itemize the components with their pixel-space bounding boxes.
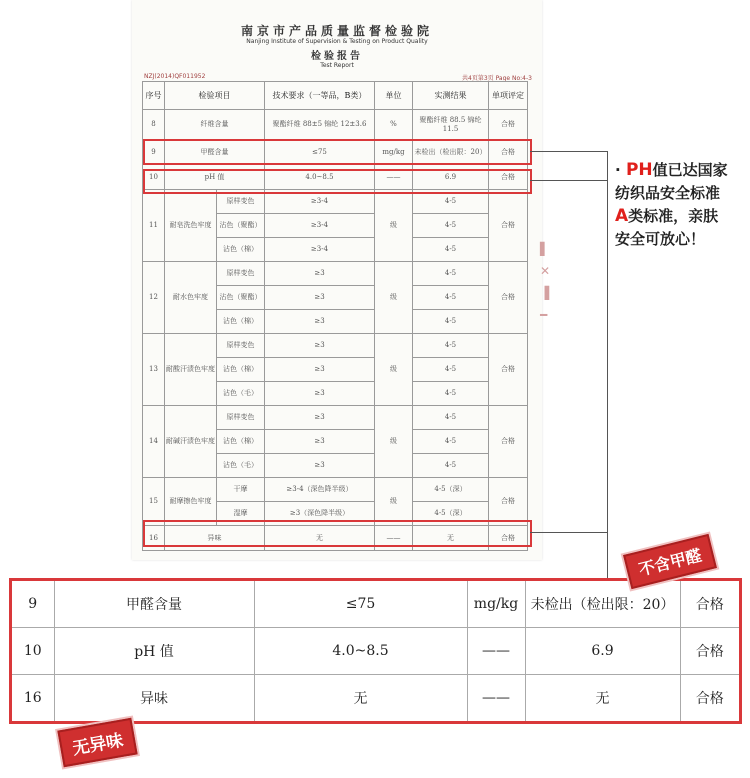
verdict-cell: 合格 (489, 262, 528, 334)
table-row (143, 110, 528, 140)
zoom-verdict-cell: 合格 (680, 581, 739, 627)
callout-ph-highlight: PH (625, 160, 653, 180)
report-title-en: Test Report (320, 62, 354, 69)
result-cell: 4-5 (413, 214, 489, 238)
row-number-cell: 11 (143, 190, 165, 262)
zoom-unit-cell: —— (467, 627, 525, 674)
verdict-cell: 合格 (489, 190, 528, 262)
row-number-cell: 10 (143, 165, 165, 190)
sub-item-cell: 沾色（毛） (217, 382, 265, 406)
requirement-cell: ≥3 (265, 262, 375, 286)
result-cell: 4-5 (413, 262, 489, 286)
result-cell: 聚酯纤维 88.5 锦纶 11.5 (413, 110, 489, 140)
sub-item-cell: 沾色（棉） (217, 430, 265, 454)
item-cell: 耐碱汗渍色牢度 (165, 406, 217, 478)
zoom-unit-cell: —— (467, 675, 525, 721)
callout-a-highlight: A (615, 206, 629, 226)
result-cell: 4-5 (413, 406, 489, 430)
result-cell: 4-5 (413, 454, 489, 478)
verdict-cell: 合格 (489, 406, 528, 478)
zoom-unit-cell: mg/kg (467, 581, 525, 627)
item-cell: pH 值 (165, 165, 265, 190)
callout-line: 纺织品安全标准 (615, 184, 721, 202)
row-number-cell: 16 (143, 526, 165, 551)
requirement-cell: ≥3 (265, 358, 375, 382)
sub-item-cell: 沾色（棉） (217, 310, 265, 334)
row-number-cell: 13 (143, 334, 165, 406)
sub-item-cell: 干摩 (217, 478, 265, 502)
requirement-cell: ≥3 (265, 406, 375, 430)
unit-cell: 级 (375, 334, 413, 406)
leader-line (530, 180, 608, 181)
sub-item-cell: 沾色（棉） (217, 358, 265, 382)
sub-item-cell: 沾色（棉） (217, 238, 265, 262)
row-number-cell: 12 (143, 262, 165, 334)
ph-callout-text (615, 159, 750, 251)
result-cell: 4-5 (413, 382, 489, 406)
zoom-no-cell: 16 (12, 675, 54, 721)
sub-item-cell: 沾色（聚酯） (217, 214, 265, 238)
requirement-cell: ≥3-4（深色降半级） (265, 478, 375, 502)
header-cell: 单项评定 (489, 82, 528, 110)
zoom-row (12, 675, 739, 721)
requirement-cell: ≥3-4 (265, 238, 375, 262)
zoom-verdict-cell: 合格 (680, 675, 739, 721)
red-seal-fragment: ▌ ✕ ▐ ━ (540, 242, 551, 322)
requirement-cell: ≥3（深色降半级） (265, 502, 375, 526)
result-cell: 4-5 (413, 430, 489, 454)
row-number-cell: 8 (143, 110, 165, 140)
row-number-cell: 9 (143, 140, 165, 165)
item-cell: 耐摩擦色牢度 (165, 478, 217, 526)
item-cell: 纤维含量 (165, 110, 265, 140)
requirement-cell: ≥3 (265, 454, 375, 478)
zoom-verdict-cell: 合格 (680, 627, 739, 674)
institute-name-cn: 南京市产品质量监督检验院 (240, 24, 433, 38)
zoom-no-cell: 10 (12, 627, 54, 674)
zoom-result-cell: 未检出（检出限：20） (525, 581, 680, 627)
result-cell: 4-5（深） (413, 478, 489, 502)
sub-item-cell: 沾色（毛） (217, 454, 265, 478)
zoom-item-cell: 甲醛含量 (54, 581, 254, 627)
row-number-cell: 14 (143, 406, 165, 478)
leader-line (607, 151, 608, 578)
callout-line: 安全可放心！ (615, 230, 706, 248)
unit-cell: 级 (375, 478, 413, 526)
sub-item-cell: 原样变色 (217, 334, 265, 358)
sub-item-cell: 原样变色 (217, 262, 265, 286)
unit-cell: % (375, 110, 413, 140)
requirement-cell: 无 (265, 526, 375, 551)
requirement-cell: ≥3 (265, 430, 375, 454)
zoom-no-cell: 9 (12, 581, 54, 627)
document-number: NZJ(2014)QF011952 (144, 73, 206, 80)
result-cell: 4-5 (413, 190, 489, 214)
item-cell: 甲醛含量 (165, 140, 265, 165)
requirement-cell: ≥3 (265, 334, 375, 358)
result-cell: 4-5 (413, 310, 489, 334)
item-cell: 耐酸汗渍色牢度 (165, 334, 217, 406)
highlight-odor-row (143, 520, 532, 547)
table-subrow (143, 262, 528, 286)
item-cell: 耐水色牢度 (165, 262, 217, 334)
zoomed-results-table (12, 581, 739, 721)
table-subrow (143, 478, 528, 502)
zoom-item-cell: pH 值 (54, 627, 254, 674)
row-number-cell: 15 (143, 478, 165, 526)
callout-line: 值已达国家 (652, 161, 728, 179)
zoom-req-cell: 无 (254, 675, 467, 721)
zoom-row (12, 627, 739, 674)
unit-cell: —— (375, 526, 413, 551)
verdict-cell: 合格 (489, 478, 528, 526)
callout-line: 类标准，亲肤 (628, 207, 719, 225)
requirement-cell: 聚酯纤维 88±5 锦纶 12±3.6 (265, 110, 375, 140)
unit-cell: mg/kg (375, 140, 413, 165)
requirement-cell: ≥3 (265, 310, 375, 334)
table-subrow (143, 406, 528, 430)
page-number: 共4页第3页 Page No:4-3 (462, 75, 532, 82)
unit-cell: 级 (375, 406, 413, 478)
requirement-cell: ≥3 (265, 382, 375, 406)
verdict-cell: 合格 (489, 334, 528, 406)
leader-line (530, 151, 608, 152)
unit-cell: —— (375, 165, 413, 190)
requirement-cell: ≤75 (265, 140, 375, 165)
item-cell: 异味 (165, 526, 265, 551)
sub-item-cell: 湿摩 (217, 502, 265, 526)
zoom-req-cell: 4.0~8.5 (254, 627, 467, 674)
result-cell: 4-5 (413, 334, 489, 358)
header-cell: 序号 (143, 82, 165, 110)
requirement-cell: ≥3-4 (265, 190, 375, 214)
no-formaldehyde-stamp: 不含甲醛 (623, 534, 717, 589)
zoom-result-cell: 无 (525, 675, 680, 721)
requirement-cell: ≥3-4 (265, 214, 375, 238)
result-cell: 无 (413, 526, 489, 551)
table-header-row (143, 82, 528, 110)
no-odor-stamp: 无异味 (57, 718, 137, 767)
zoom-item-cell: 异味 (54, 675, 254, 721)
sub-item-cell: 原样变色 (217, 406, 265, 430)
verdict-cell: 合格 (489, 526, 528, 551)
requirement-cell: ≥3 (265, 286, 375, 310)
result-cell: 4-5 (413, 238, 489, 262)
result-cell: 4-5 (413, 286, 489, 310)
item-cell: 耐皂洗色牢度 (165, 190, 217, 262)
requirement-cell: 4.0~8.5 (265, 165, 375, 190)
highlight-ph-row (143, 169, 532, 194)
result-cell: 6.9 (413, 165, 489, 190)
header-cell: 技术要求（一等品，B类） (265, 82, 375, 110)
table-subrow (143, 334, 528, 358)
sub-item-cell: 沾色（聚酯） (217, 286, 265, 310)
zoom-req-cell: ≤75 (254, 581, 467, 627)
verdict-cell: 合格 (489, 110, 528, 140)
callout-bullet: · (615, 161, 621, 179)
leader-line (530, 532, 608, 533)
report-title-cn: 检验报告 (311, 51, 363, 62)
result-cell: 未检出（检出限：20） (413, 140, 489, 165)
verdict-cell: 合格 (489, 140, 528, 165)
sub-item-cell: 原样变色 (217, 190, 265, 214)
test-report-document (132, 0, 542, 560)
zoomed-results-panel (9, 578, 742, 724)
zoom-row (12, 581, 739, 627)
result-cell: 4-5 (413, 358, 489, 382)
verdict-cell: 合格 (489, 165, 528, 190)
unit-cell: 级 (375, 262, 413, 334)
header-cell: 检验项目 (165, 82, 265, 110)
header-cell: 单位 (375, 82, 413, 110)
highlight-formaldehyde-row (143, 139, 532, 165)
unit-cell: 级 (375, 190, 413, 262)
header-cell: 实测结果 (413, 82, 489, 110)
institute-name-en: Nanjing Institute of Supervision & Testing on Product Quality (246, 38, 428, 45)
zoom-result-cell: 6.9 (525, 627, 680, 674)
result-cell: 4-5（深） (413, 502, 489, 526)
